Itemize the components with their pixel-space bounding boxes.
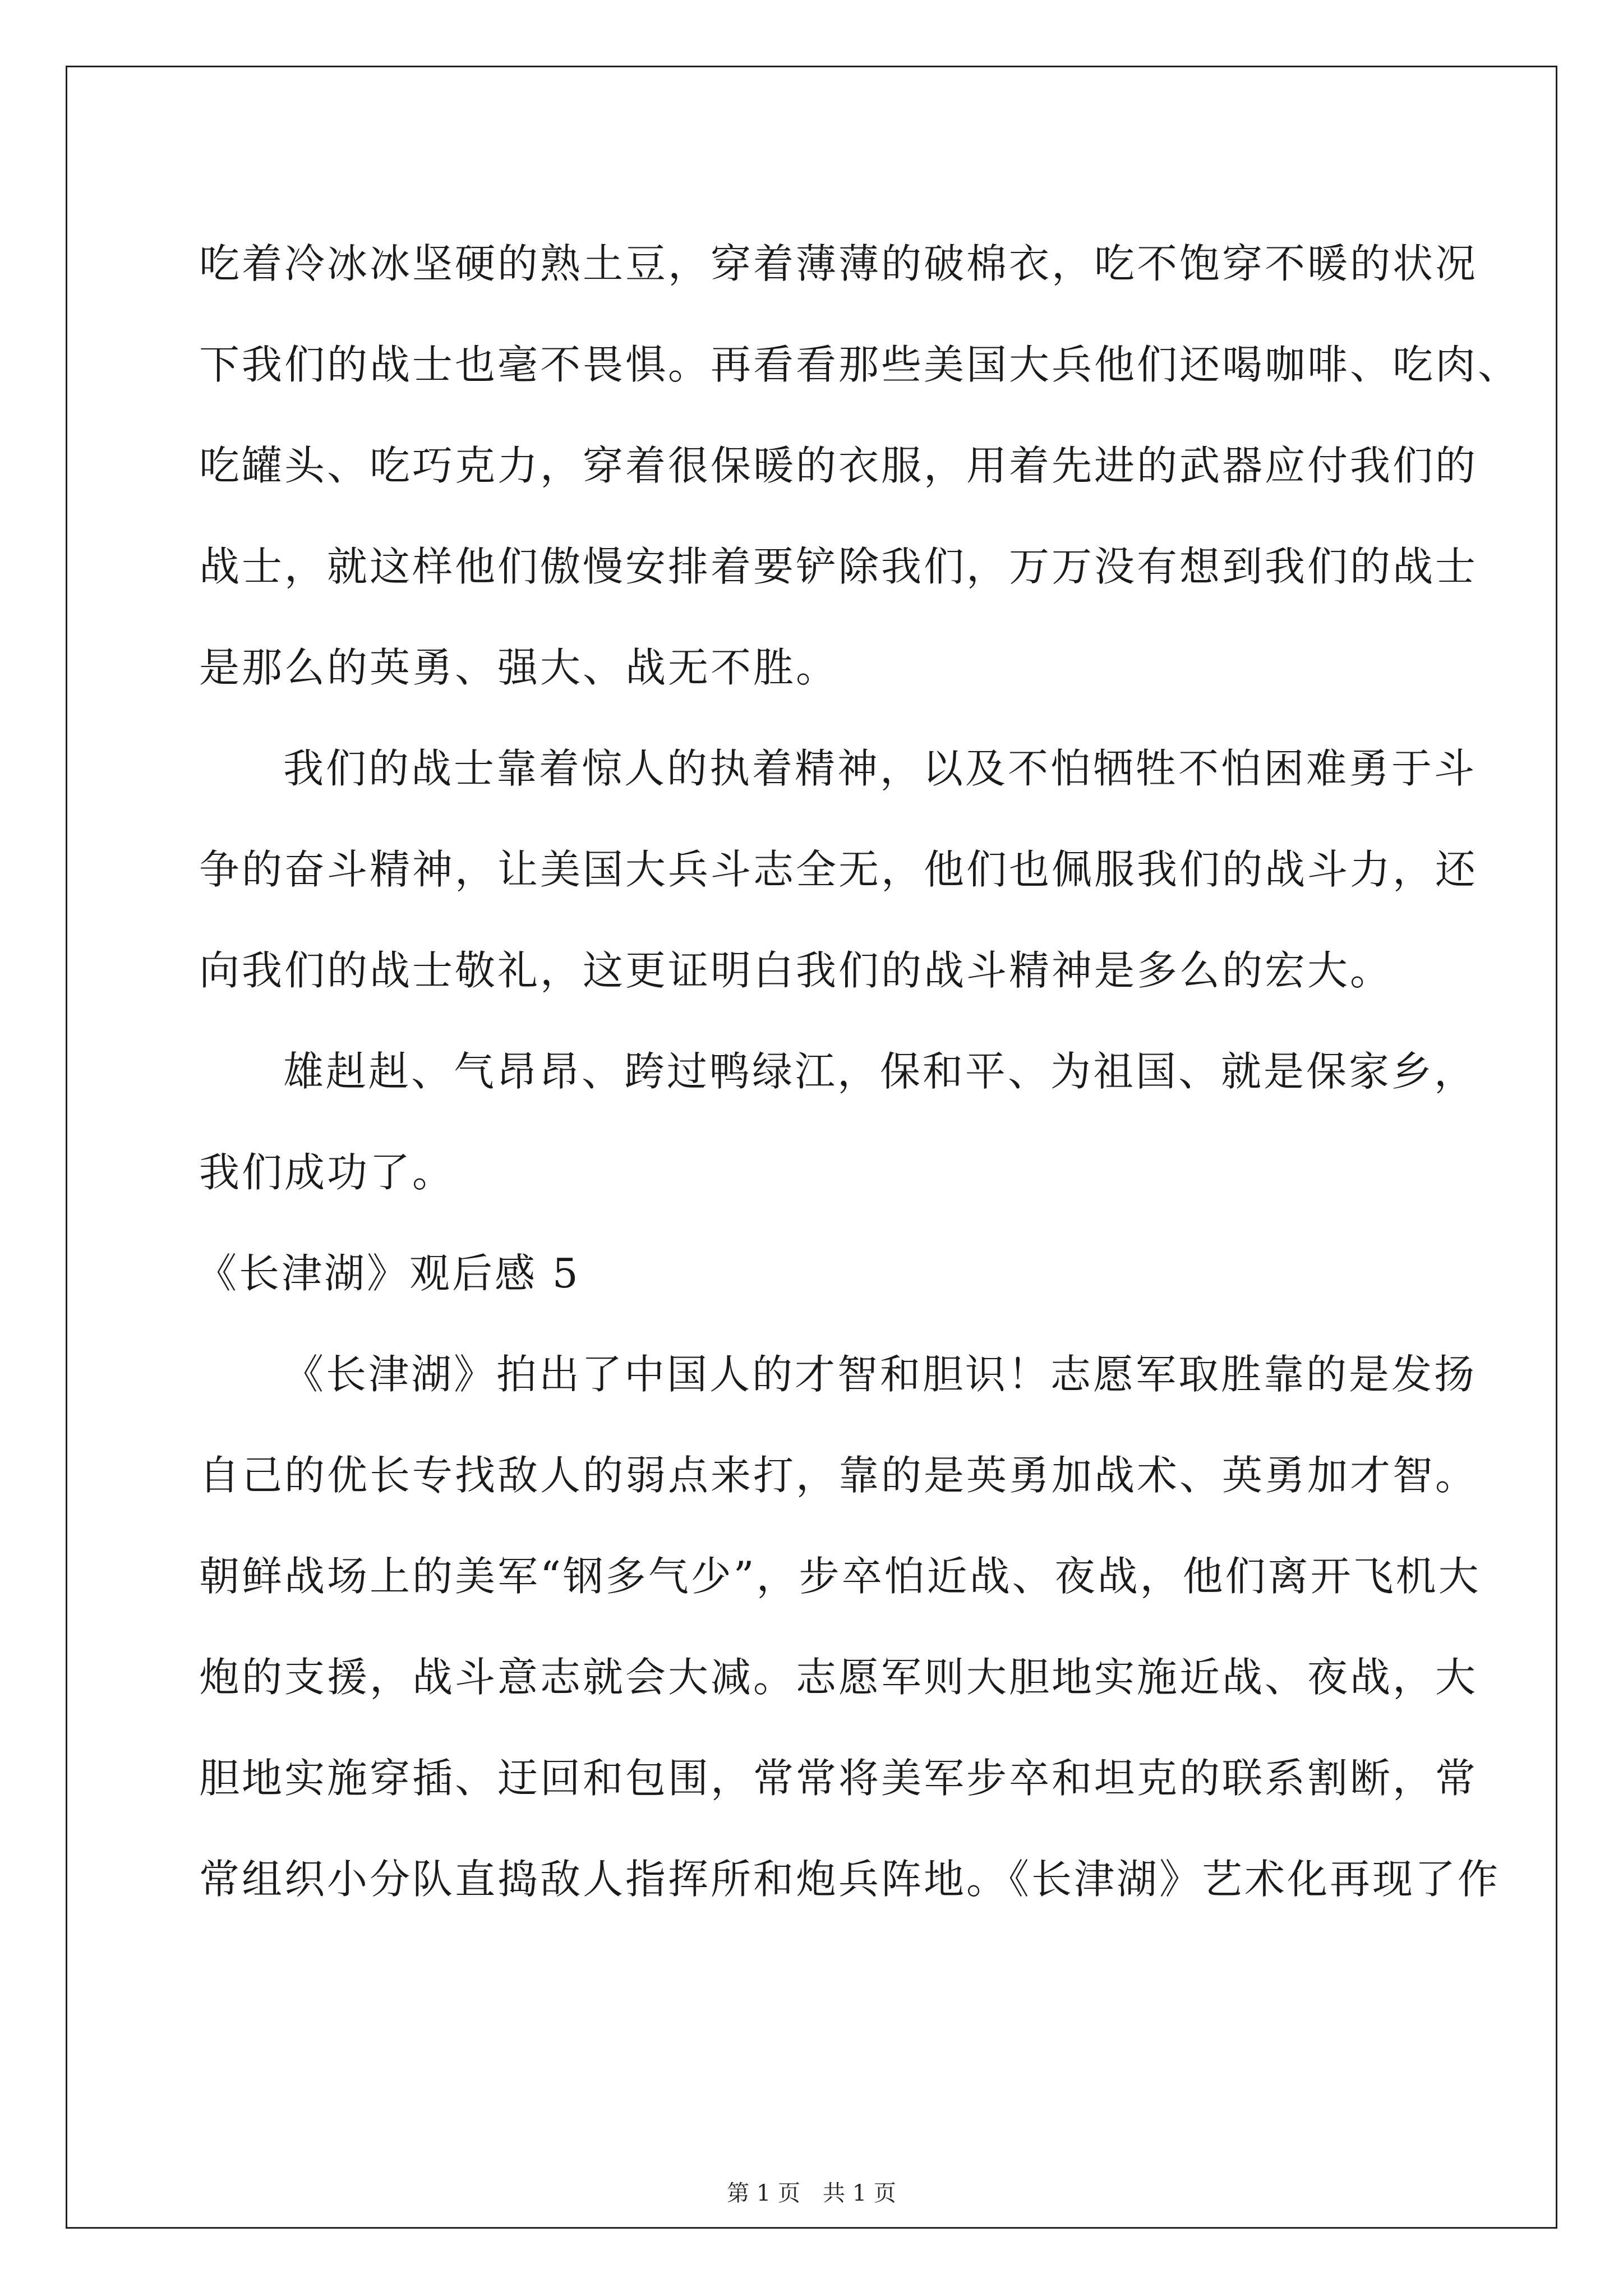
text-line: 争的奋斗精神，让美国大兵斗志全无，他们也佩服我们的战斗力，还 <box>199 846 1478 893</box>
text-line: 自己的优长专找敌人的弱点来打，靠的是英勇加战术、英勇加才智。 <box>199 1452 1478 1499</box>
text-line: 吃着冷冰冰坚硬的熟土豆，穿着薄薄的破棉衣，吃不饱穿不暖的状况 <box>199 240 1478 287</box>
text-line: 是那么的英勇、强大、战无不胜。 <box>199 644 839 691</box>
text-line: 炮的支援，战斗意志就会大减。志愿军则大胆地实施近战、夜战，大 <box>199 1654 1478 1701</box>
document-body <box>196 213 1521 1930</box>
page-number: 第 1 页 共 1 页 <box>727 2180 896 2206</box>
text-line: 朝鲜战场上的美军“钢多气少”，步卒怕近战、夜战，他们离开飞机大 <box>199 1553 1481 1600</box>
text-line: 胆地实施穿插、迂回和包围，常常将美军步卒和坦克的联系割断，常 <box>199 1755 1478 1802</box>
text-line: 下我们的战士也毫不畏惧。再看看那些美国大兵他们还喝咖啡、吃肉、 <box>199 341 1521 388</box>
text-line: 战士，就这样他们傲慢安排着要铲除我们，万万没有想到我们的战士 <box>199 543 1478 590</box>
text-line: 吃罐头、吃巧克力，穿着很保暖的衣服，用着先进的武器应付我们的 <box>199 442 1478 489</box>
text-line: 常组织小分队直捣敌人指挥所和炮兵阵地。《长津湖》艺术化再现了作 <box>199 1856 1501 1903</box>
text-line: 向我们的战士敬礼，这更证明白我们的战斗精神是多么的宏大。 <box>199 947 1393 994</box>
text-line: 我们的战士靠着惊人的执着精神，以及不怕牺牲不怕困难勇于斗 <box>283 745 1477 792</box>
text-line: 我们成功了。 <box>199 1149 455 1196</box>
text-line: 《长津湖》拍出了中国人的才智和胆识！志愿军取胜靠的是发扬 <box>283 1351 1477 1398</box>
page-footer <box>0 2179 1623 2207</box>
section-heading: 《长津湖》观后感 5 <box>196 1250 580 1297</box>
text-line: 雄赳赳、气昂昂、跨过鸭绿江，保和平、为祖国、就是保家乡， <box>283 1048 1477 1095</box>
